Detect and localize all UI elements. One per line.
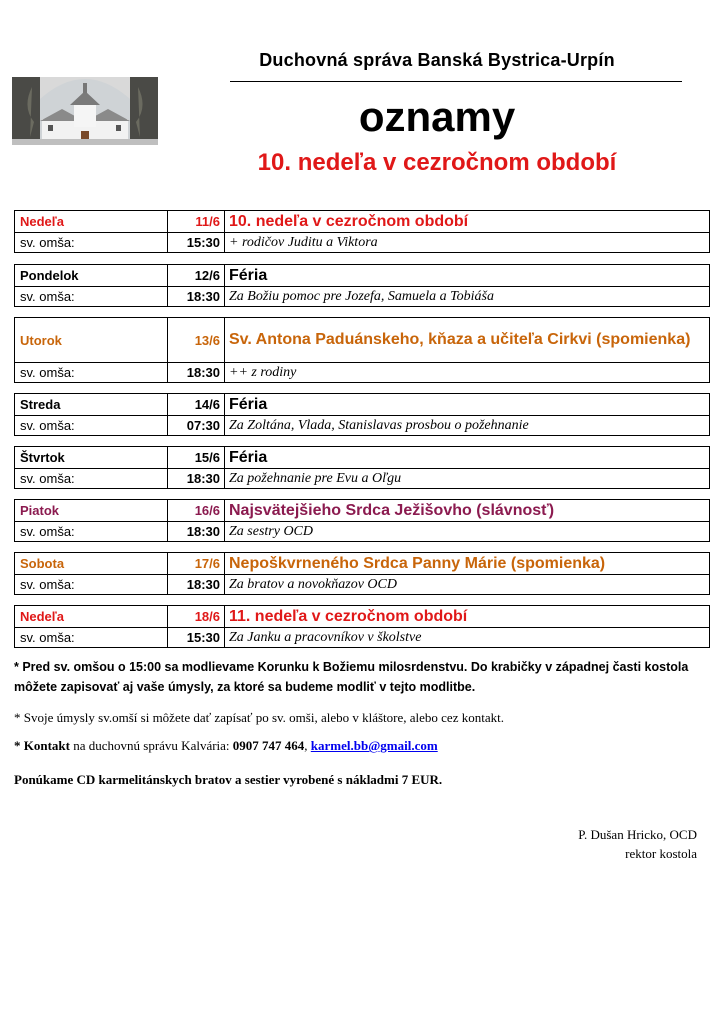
day-name: Pondelok — [15, 265, 168, 286]
day-name: Sobota — [15, 553, 168, 574]
signature-role: rektor kostola — [625, 846, 697, 861]
mass-time: 18:30 — [168, 575, 225, 594]
day-name: Utorok — [15, 318, 168, 362]
mass-time: 18:30 — [168, 363, 225, 382]
day-title: Féria — [229, 266, 268, 284]
day-date: 11/6 — [168, 211, 225, 232]
mass-row — [15, 363, 709, 382]
mass-row — [15, 628, 709, 647]
mass-label: sv. omša: — [15, 628, 168, 647]
header-divider — [230, 81, 682, 82]
day-title: Sv. Antona Paduánskeho, kňaza a učiteľa Cirkvi (spomienka) — [229, 331, 691, 348]
mass-label: sv. omša: — [15, 363, 168, 382]
page-subtitle: 10. nedeľa v cezročnom období — [257, 149, 617, 176]
contact-phone: 0907 747 464 — [232, 738, 305, 753]
parish-name: Duchovná správa Banská Bystrica-Urpín — [259, 50, 615, 70]
day-header-row — [15, 211, 709, 233]
mass-row — [15, 233, 709, 252]
day-name: Piatok — [15, 500, 168, 521]
day-header-row — [15, 500, 709, 522]
rosary-note: * Pred sv. omšou o 15:00 sa modlievame Korunku k Božiemu milosrdenstvu. Do krabičky v západnej časti kostola môžete zapisovať aj vaše úmysly, za ktoré sa budeme modliť v tejto modlitbe. — [14, 660, 689, 694]
mass-intention: + rodičov Juditu a Viktora — [229, 234, 378, 250]
day-header-row — [15, 394, 709, 416]
day-block — [14, 264, 710, 307]
mass-row — [15, 522, 709, 541]
day-name: Nedeľa — [15, 606, 168, 627]
mass-label: sv. omša: — [15, 575, 168, 594]
mass-intention: Za požehnanie pre Evu a Oľgu — [229, 470, 402, 486]
mass-time: 15:30 — [168, 233, 225, 252]
mass-label: sv. omša: — [15, 522, 168, 541]
day-header-row — [15, 553, 709, 575]
contact-email-link[interactable]: karmel.bb@gmail.com — [310, 738, 438, 753]
day-date: 18/6 — [168, 606, 225, 627]
day-header-row — [15, 318, 709, 363]
mass-intention: Za Janku a pracovníkov v školstve — [229, 629, 422, 645]
day-title: 11. nedeľa v cezročnom období — [229, 607, 468, 625]
day-date: 13/6 — [168, 318, 225, 362]
day-title: Najsvätejšieho Srdca Ježišovho (slávnosť) — [229, 501, 555, 519]
mass-time: 18:30 — [168, 469, 225, 488]
page-title: oznamy — [358, 93, 516, 140]
mass-time: 07:30 — [168, 416, 225, 435]
day-title: 10. nedeľa v cezročnom období — [229, 212, 469, 230]
mass-time: 15:30 — [168, 628, 225, 647]
mass-row — [15, 287, 709, 306]
day-block — [14, 446, 710, 489]
mass-label: sv. omša: — [15, 469, 168, 488]
mass-row — [15, 575, 709, 594]
mass-intention: Za sestry OCD — [229, 523, 314, 539]
day-block — [14, 552, 710, 595]
day-block — [14, 393, 710, 436]
mass-label: sv. omša: — [15, 416, 168, 435]
mass-intention: Za Božiu pomoc pre Jozefa, Samuela a Tobiáša — [229, 288, 494, 304]
day-block — [14, 499, 710, 542]
day-date: 14/6 — [168, 394, 225, 415]
contact-label: * Kontakt — [14, 738, 70, 753]
day-name: Štvrtok — [15, 447, 168, 468]
day-title: Féria — [229, 448, 268, 466]
day-name: Nedeľa — [15, 211, 168, 232]
day-date: 16/6 — [168, 500, 225, 521]
day-title: Féria — [229, 395, 268, 413]
mass-row — [15, 416, 709, 435]
mass-label: sv. omša: — [15, 287, 168, 306]
day-header-row — [15, 265, 709, 287]
signature — [578, 825, 697, 863]
day-name: Streda — [15, 394, 168, 415]
mass-time: 18:30 — [168, 522, 225, 541]
mass-intention: ++ z rodiny — [229, 364, 297, 380]
day-block — [14, 605, 710, 648]
day-header-row — [15, 447, 709, 469]
cd-note: Ponúkame CD karmelitánskych bratov a sestier vyrobené s nákladmi 7 EUR. — [14, 772, 443, 787]
day-block — [14, 210, 710, 253]
mass-label: sv. omša: — [15, 233, 168, 252]
contact-note — [14, 738, 438, 754]
signature-name: P. Dušan Hricko, OCD — [578, 827, 697, 842]
mass-time: 18:30 — [168, 287, 225, 306]
mass-intention: Za Zoltána, Vlada, Stanislavas prosbou o požehnanie — [229, 417, 529, 433]
day-date: 12/6 — [168, 265, 225, 286]
contact-sep: , — [304, 738, 311, 753]
contact-text: na duchovnú správu Kalvária: — [69, 738, 233, 753]
day-title: Nepoškvrneného Srdca Panny Márie (spomienka) — [229, 554, 606, 572]
day-date: 17/6 — [168, 553, 225, 574]
day-date: 15/6 — [168, 447, 225, 468]
mass-intention: Za bratov a novokňazov OCD — [229, 576, 397, 592]
intentions-note: * Svoje úmysly sv.omší si môžete dať zapísať po sv. omši, alebo v kláštore, alebo cez kontakt. — [14, 710, 504, 725]
day-header-row — [15, 606, 709, 628]
day-block — [14, 317, 710, 383]
mass-row — [15, 469, 709, 488]
